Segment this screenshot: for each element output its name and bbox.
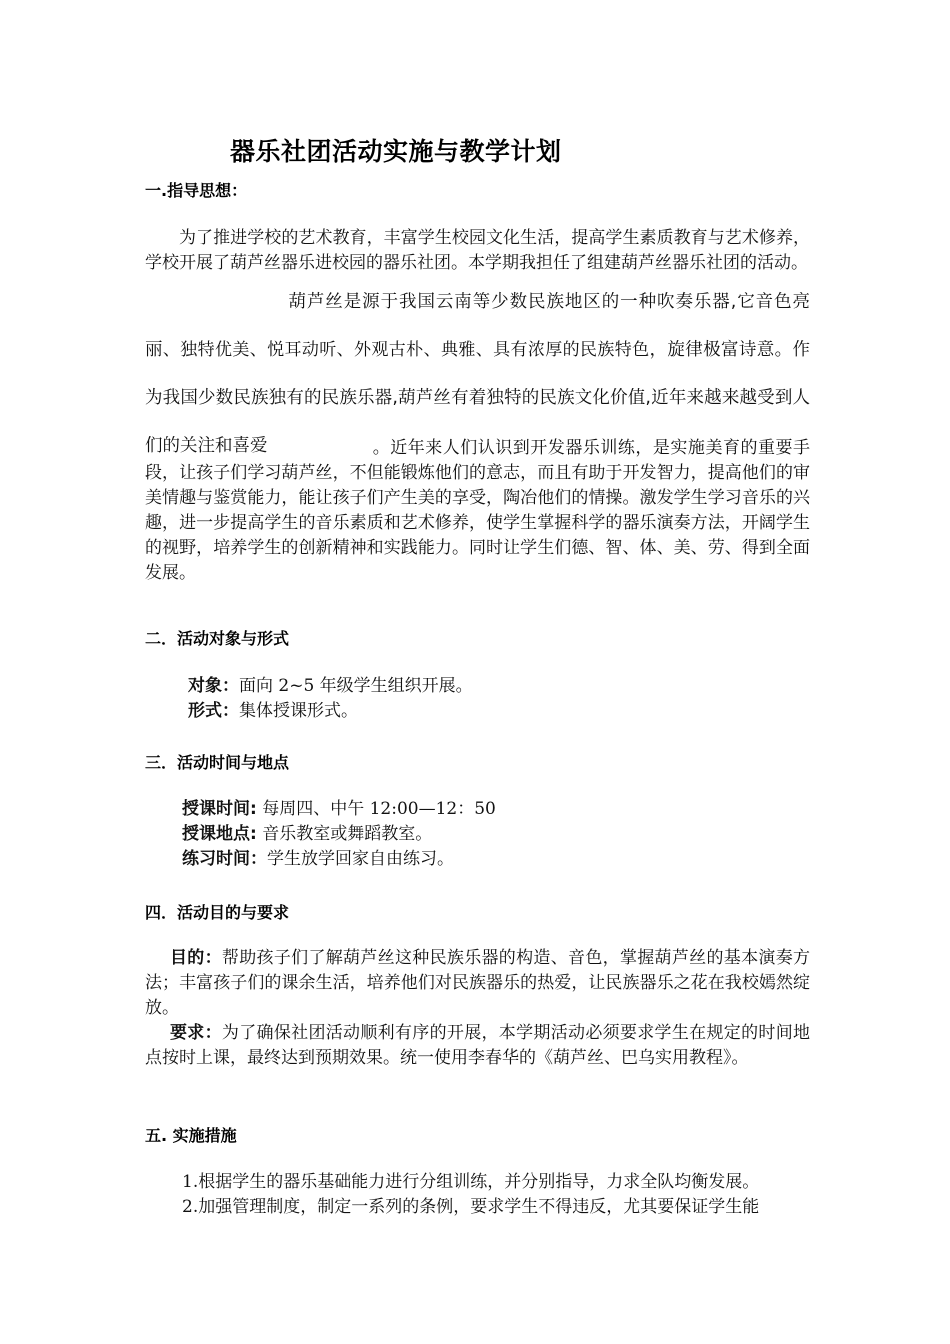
measure-item-1: 1.根据学生的器乐基础能力进行分组训练，并分别指导，力求全队均衡发展。 — [182, 1172, 760, 1192]
form-value: 集体授课形式。 — [239, 701, 358, 721]
class-time-value: 每周四、中午 12:00—12：50 — [256, 799, 496, 819]
section-1-paragraph-b2: 、独特优美、悦耳动听、外观古朴、典雅、具有浓厚的民族特色 — [162, 340, 650, 360]
section-1-paragraph-b1: 葫芦丝是源于我国云南等少数民族地区的一种吹奏乐器,它音色亮丽 — [145, 292, 811, 360]
section-3-heading: 三．活动时间与地点 — [145, 753, 290, 772]
class-place-label: 授课地点: — [182, 824, 257, 844]
practice-time-line — [182, 847, 847, 872]
form-line — [188, 699, 853, 724]
goal-paragraph — [145, 946, 810, 1021]
section-1-paragraph-c — [145, 436, 810, 586]
requirement-label: 要求： — [170, 1023, 222, 1043]
form-label: 形式： — [188, 701, 239, 721]
target-value: 面向 2~5 年级学生组织开展。 — [239, 676, 473, 696]
document-title: 器乐社团活动实施与教学计划 — [230, 137, 562, 166]
class-time-label: 授课时间: — [182, 799, 257, 819]
target-label: 对象： — [188, 676, 239, 696]
goal-label: 目的： — [170, 948, 222, 968]
section-1-paragraph-b3: ，旋律极富诗意。作为我国少数民族独有的民族乐器,葫芦丝有着独特的民族文化价值,近年来越来越受到人们的关注和喜爱 — [145, 340, 811, 456]
section-2-heading: 二．活动对象与形式 — [145, 629, 290, 648]
requirement-paragraph — [145, 1021, 810, 1071]
section-4-heading: 四．活动目的与要求 — [145, 903, 290, 922]
goal-value: 帮助孩子们了解葫芦丝这种民族乐器的构造、音色，掌握葫芦丝的基本演奏方法；丰富孩子们的课余生活，培养他们对民族器乐的热爱，让民族器乐之花在我校嫣然绽放。 — [145, 948, 811, 1018]
measure-item-2: 2.加强管理制度，制定一系列的条例，要求学生不得违反，尤其要保证学生能 — [182, 1197, 760, 1217]
class-place-value: 音乐教室或舞蹈教室。 — [256, 824, 433, 844]
requirement-value: 为了确保社团活动顺利有序的开展，本学期活动必须要求学生在规定的时间地点按时上课，最终达到预期效果。统一使用李春华的《葫芦丝、巴乌实用教程》。 — [145, 1023, 811, 1068]
practice-time-value: 学生放学回家自由练习。 — [267, 849, 454, 869]
class-time-line — [182, 797, 847, 822]
section-5-heading: 五. 实施措施 — [145, 1126, 237, 1145]
section-1-paragraph-c-text: 。近年来人们认识到开发器乐训练，是实施美育的重要手段，让孩子们学习葫芦丝，不但能锻炼他们的意志，而且有助于开发智力，提高他们的审美情趣与鉴赏能力，能让孩子们产生美的享受，陶冶他们的情操。激发学生学习音乐的兴趣，进一步提高学生的音乐素质和艺术修养，使学生掌握科学的器乐演奏方法，开阔学生的视野，培养学生的创新精神和实践能力。同时让学生们德、智、体、美、劳、得到全面发展。 — [145, 438, 811, 583]
target-line — [188, 674, 853, 699]
section-1-paragraph-a: 为了推进学校的艺术教育，丰富学生校园文化生活，提高学生素质教育与艺术修养，学校开展了葫芦丝器乐进校园的器乐社团。本学期我担任了组建葫芦丝器乐社团的活动。 — [145, 228, 810, 273]
section-1-heading: 一.指导思想： — [145, 181, 248, 200]
class-place-line — [182, 822, 847, 847]
practice-time-label: 练习时间： — [182, 849, 267, 869]
